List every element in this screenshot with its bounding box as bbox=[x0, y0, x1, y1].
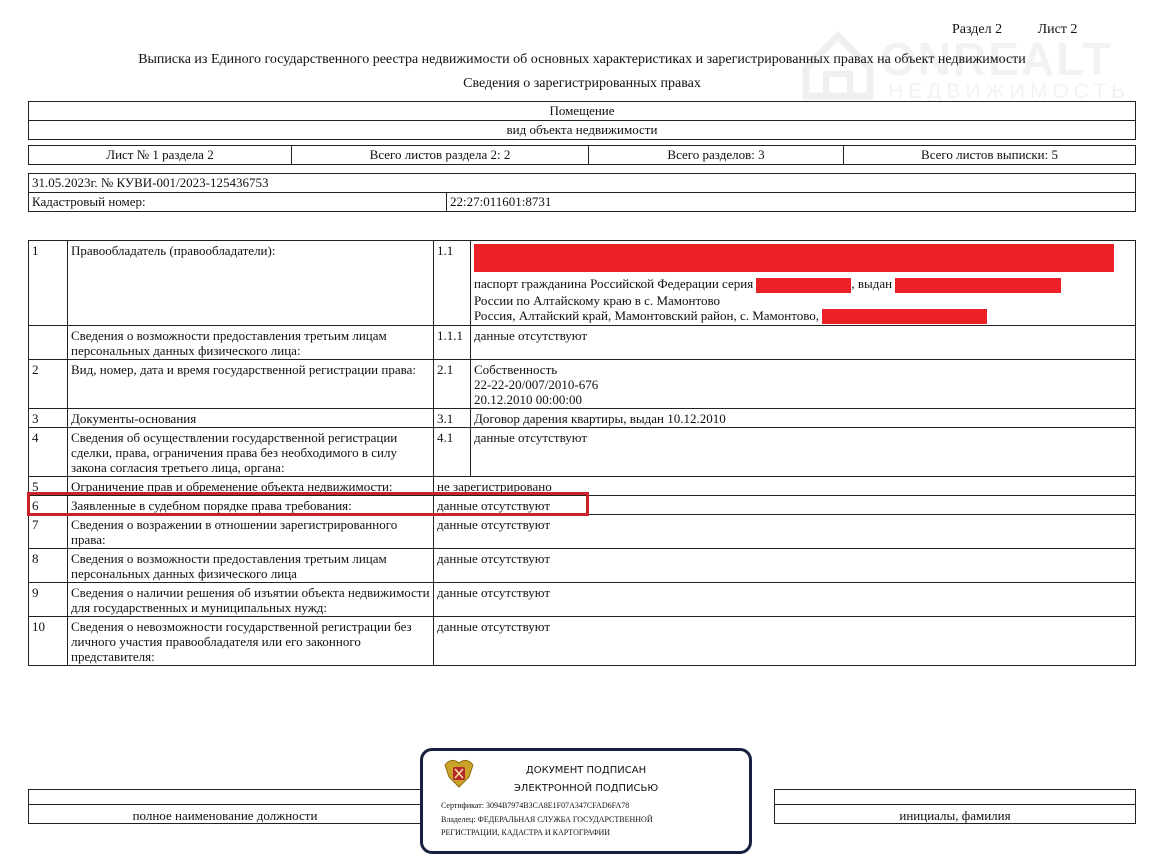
table-row bbox=[29, 428, 1136, 477]
right-type: Собственность bbox=[474, 362, 558, 378]
stamp-line-1: ДОКУМЕНТ ПОДПИСАН bbox=[525, 765, 647, 776]
sheets-table bbox=[28, 145, 1136, 165]
highlight-box bbox=[27, 492, 589, 516]
row-subnumber: 4.1 bbox=[434, 428, 471, 477]
address-text: Россия, Алтайский край, Мамонтовский район, с. Мамонтово, bbox=[474, 307, 820, 323]
row-value: данные отсутствуют bbox=[434, 515, 1136, 549]
object-type-caption: вид объекта недвижимости bbox=[29, 121, 1136, 140]
section-label: Раздел 2 bbox=[952, 22, 1003, 37]
row-value: не зарегистрировано bbox=[434, 477, 1136, 496]
registration-number: 22-22-20/007/2010-676 bbox=[474, 377, 599, 393]
redacted-owner-name bbox=[474, 244, 1114, 272]
stamp-certificate: Сертификат: 3094B7974B3CA8E1F07A347CFAD6FA78 bbox=[441, 801, 630, 810]
table-row bbox=[29, 326, 1136, 360]
watermark-brand: ONREALT bbox=[880, 33, 1113, 85]
table-row bbox=[29, 360, 1136, 409]
row-number: 3 bbox=[29, 409, 68, 428]
document-title: Выписка из Единого государственного реестра недвижимости об основных характеристиках и зарегистрированных правах на объект недвижимости bbox=[138, 52, 1026, 67]
section-sheet-header bbox=[952, 22, 1077, 38]
row-number: 2 bbox=[29, 360, 68, 409]
table-row bbox=[29, 617, 1136, 666]
watermark-tagline: НЕДВИЖИМОСТЬ bbox=[888, 80, 1130, 103]
row-value: данные отсутствуют bbox=[434, 617, 1136, 666]
table-row bbox=[29, 583, 1136, 617]
table-row bbox=[29, 409, 1136, 428]
row-label: Вид, номер, дата и время государственной регистрации права: bbox=[68, 360, 434, 409]
table-row bbox=[29, 515, 1136, 549]
electronic-signature-stamp bbox=[420, 748, 752, 854]
row-value: данные отсутствуют bbox=[471, 326, 1136, 360]
registration-date: 20.12.2010 00:00:00 bbox=[474, 392, 582, 408]
row-value: данные отсутствуют bbox=[471, 428, 1136, 477]
row-label: Ограничение прав и обременение объекта недвижимости: bbox=[68, 477, 434, 496]
passport-text: паспорт гражданина Российской Федерации серия bbox=[474, 276, 754, 291]
row-number: 10 bbox=[29, 617, 68, 666]
redacted-passport-series bbox=[756, 278, 851, 293]
name-label: инициалы, фамилия bbox=[775, 805, 1136, 824]
row-subnumber: 2.1 bbox=[434, 360, 471, 409]
total-sections: Всего разделов: 3 bbox=[589, 146, 844, 165]
object-type-table bbox=[28, 101, 1136, 140]
info-table bbox=[28, 173, 1136, 212]
row-label: Документы-основания bbox=[68, 409, 434, 428]
row-number: 7 bbox=[29, 515, 68, 549]
row-number: 8 bbox=[29, 549, 68, 583]
rights-table bbox=[28, 240, 1136, 666]
row-subnumber: 1.1 bbox=[434, 241, 471, 326]
table-row bbox=[29, 549, 1136, 583]
document-subtitle: Сведения о зарегистрированных правах bbox=[463, 76, 701, 91]
stamp-owner: Владелец: ФЕДЕРАЛЬНАЯ СЛУЖБА ГОСУДАРСТВЕННОЙ bbox=[441, 815, 653, 824]
row-subnumber: 1.1.1 bbox=[434, 326, 471, 360]
row-label: Сведения о возражении в отношении зарегистрированного права: bbox=[68, 515, 434, 549]
row-label: Заявленные в судебном порядке права требования: bbox=[68, 496, 434, 515]
row-subnumber: 3.1 bbox=[434, 409, 471, 428]
row-label: Сведения о невозможности государственной регистрации без личного участия правообладателя или его законного представителя: bbox=[68, 617, 434, 666]
row-label: Сведения о наличии решения об изъятии объекта недвижимости для государственных и муниципальных нужд: bbox=[68, 583, 434, 617]
row-value bbox=[471, 360, 1136, 409]
row-value: Договор дарения квартиры, выдан 10.12.2010 bbox=[471, 409, 1136, 428]
owner-details bbox=[471, 241, 1136, 326]
total-extract-sheets: Всего листов выписки: 5 bbox=[844, 146, 1136, 165]
row-number: 4 bbox=[29, 428, 68, 477]
row-value: данные отсутствуют bbox=[434, 549, 1136, 583]
cadastral-value: 22:27:011601:8731 bbox=[447, 193, 1136, 212]
sheet-number: Лист № 1 раздела 2 bbox=[29, 146, 292, 165]
row-label: Сведения о возможности предоставления третьим лицам персональных данных физического лица bbox=[68, 549, 434, 583]
row-number: 1 bbox=[29, 241, 68, 326]
stamp-owner-2: РЕГИСТРАЦИИ, КАДАСТРА И КАРТОГРАФИИ bbox=[441, 828, 611, 837]
total-section-sheets: Всего листов раздела 2: 2 bbox=[292, 146, 589, 165]
issued-text: , выдан bbox=[851, 276, 893, 291]
row-number: 9 bbox=[29, 583, 68, 617]
issuer-text: России по Алтайскому краю в с. Мамонтово bbox=[474, 292, 721, 308]
redacted-address bbox=[822, 309, 987, 324]
row-label: Сведения о возможности предоставления третьим лицам персональных данных физического лица: bbox=[68, 326, 434, 360]
date-number: 31.05.2023г. № КУВИ-001/2023-125436753 bbox=[29, 174, 1136, 193]
row-label: Правообладатель (правообладатели): bbox=[68, 241, 434, 326]
redacted-issuer bbox=[895, 278, 1061, 293]
object-type: Помещение bbox=[29, 102, 1136, 121]
position-label: полное наименование должности bbox=[29, 805, 422, 824]
table-row bbox=[29, 241, 1136, 326]
stamp-line-2: ЭЛЕКТРОННОЙ ПОДПИСЬЮ bbox=[513, 783, 659, 794]
cadastral-label: Кадастровый номер: bbox=[29, 193, 447, 212]
sheet-label: Лист 2 bbox=[1037, 22, 1078, 37]
row-number: 6 bbox=[29, 496, 68, 515]
row-value: данные отсутствуют bbox=[434, 496, 1136, 515]
row-label: Сведения об осуществлении государственной регистрации сделки, права, ограничения права без необходимого в силу закона согласия третьего лица, органа: bbox=[68, 428, 434, 477]
row-number: 5 bbox=[29, 477, 68, 496]
row-value: данные отсутствуют bbox=[434, 583, 1136, 617]
